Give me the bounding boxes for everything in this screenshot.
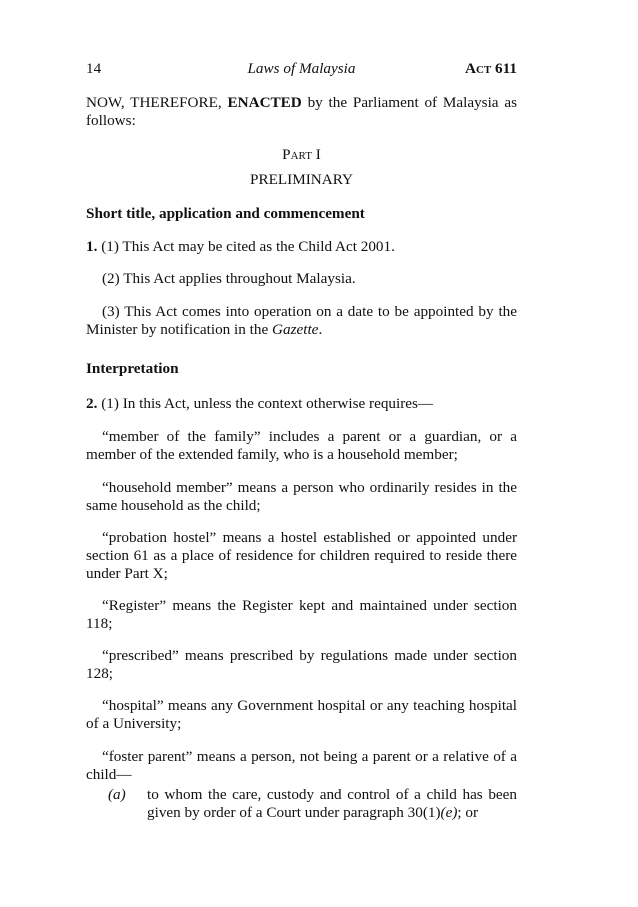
running-title: Laws of Malaysia [247,60,356,77]
sub3-post: . [318,321,323,338]
definition-hospital: “hospital” means any Government hospital or any teaching hospital of a University; [86,697,517,732]
section-1-heading: Short title, application and commencement [86,205,365,222]
running-header [86,60,517,80]
item-a-text [147,786,517,822]
section-1-number: 1. [86,238,98,255]
part-title: PRELIMINARY [250,171,353,188]
enacting-pre: NOW, THEREFORE, [86,94,228,111]
section-1-sub1-text: (1) This Act may be cited as the Child Act 2001. [97,238,395,255]
section-1-subsection-1 [86,238,517,256]
definition-prescribed: “prescribed” means prescribed by regulations made under section 128; [86,647,517,682]
definition-probation-hostel: “probation hostel” means a hostel established or appointed under section 61 as a place of residence for children required to reside there under Part X; [86,529,517,582]
definition-household-member: “household member” means a person who ordinarily resides in the same household as the child; [86,479,517,514]
enacting-post: by the Parliament of Malaysia as follows: [86,94,517,129]
section-2-intro-text: (1) In this Act, unless the context otherwise requires— [97,395,434,412]
act-label: Act 611 [465,60,517,77]
definition-foster-parent: “foster parent” means a person, not being a parent or a relative of a child— [86,748,517,783]
section-2-number: 2. [86,395,98,412]
item-a-italic: (e) [440,804,458,821]
section-1-subsection-2: (2) This Act applies throughout Malaysia. [102,270,356,287]
foster-parent-item-a [108,786,517,822]
enacting-bold: ENACTED [227,94,302,111]
item-a-post: ; or [457,804,479,821]
section-1-subsection-3 [86,303,517,339]
sub3-pre: (3) This Act comes into operation on a date to be appointed by the Minister by notification in the [86,303,517,338]
item-a-label: (a) [108,786,126,803]
definition-register: “Register” means the Register kept and maintained under section 118; [86,597,517,632]
enacting-clause [86,94,517,130]
definition-member-of-family: “member of the family” includes a parent or a guardian, or a member of the extended family, who is a household member; [86,428,517,463]
section-2-heading: Interpretation [86,360,179,377]
item-a-pre: to whom the care, custody and control of a child has been given by order of a Court under paragraph 30(1) [147,786,517,821]
part-label: Part I [282,146,321,163]
section-2-intro [86,395,517,413]
sub3-gazette: Gazette [272,321,319,338]
page-number: 14 [86,60,102,77]
